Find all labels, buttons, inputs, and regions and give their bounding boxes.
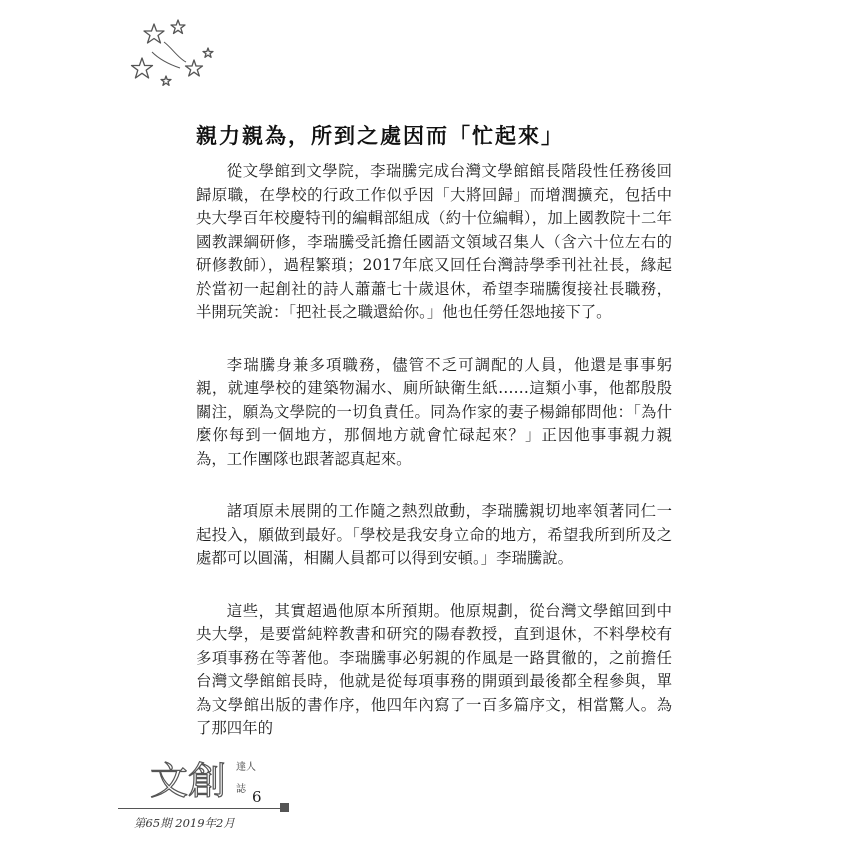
article-heading: 親力親為，所到之處因而「忙起來」 bbox=[196, 124, 564, 148]
stars-icon bbox=[128, 18, 218, 90]
footer-divider bbox=[118, 808, 280, 809]
footer-square-icon bbox=[280, 803, 289, 812]
logo-title: 文創 bbox=[150, 759, 227, 803]
column-name-top: 達人 bbox=[236, 762, 256, 773]
magazine-logo bbox=[150, 750, 256, 810]
paragraph: 諸項原未展開的工作隨之熱烈啟動，李瑞騰親切地率領著同仁一起投入，願做到最好。「學校是我安身立命的地方，希望我所到所及之處都可以圓滿，相關人員都可以得到安頓。」李瑞騰說。 bbox=[196, 502, 672, 567]
paragraph: 從文學館到文學院，李瑞騰完成台灣文學館館長階段性任務後回歸原職，在學校的行政工作似乎因「大將回歸」而增潤擴充，包括中央大學百年校慶特刊的編輯部組成（約十位編輯），加上國教院十二年國教課綱研修，李瑞騰受託擔任國語文領域召集人（含六十位左右的研修教師），過程繁瑣；2017年底又回任台灣詩學季刊社社長，緣起於當初一起創社的詩人蕭蕭七十歲退休，希望李瑞騰復接社長職務，半開玩笑說：「把社長之職還給你。」他也任勞任怨地接下了。 bbox=[196, 162, 672, 321]
paragraph: 李瑞騰身兼多項職務，儘管不乏可調配的人員，他還是事事躬親，就連學校的建築物漏水、廁所缺衛生紙……這類小事，他都殷殷關注，願為文學院的一切負責任。同為作家的妻子楊錦郁問他：「為什麼你每到一個地方，那個地方就會忙碌起來？」正因他事事親力親為，工作團隊也跟著認真起來。 bbox=[196, 355, 672, 468]
article-body bbox=[196, 160, 672, 770]
issue-info: 第65期 2019年2月 bbox=[134, 816, 235, 830]
column-name-bottom: 誌 bbox=[236, 784, 246, 795]
page-number: 6 bbox=[252, 788, 262, 806]
paragraph: 這些，其實超過他原本所預期。他原規劃，從台灣文學館回到中央大學，是要當純粹教書和研究的陽春教授，直到退休，不料學校有多項事務在等著他。李瑞騰事必躬親的作風是一路貫徹的，之前擔任台灣文學館館長時，他就是從每項事務的開頭到最後都全程參與，單為文學館出版的書作序，他四年內寫了一百多篇序文，相當驚人。為了那四年的 bbox=[196, 601, 672, 737]
